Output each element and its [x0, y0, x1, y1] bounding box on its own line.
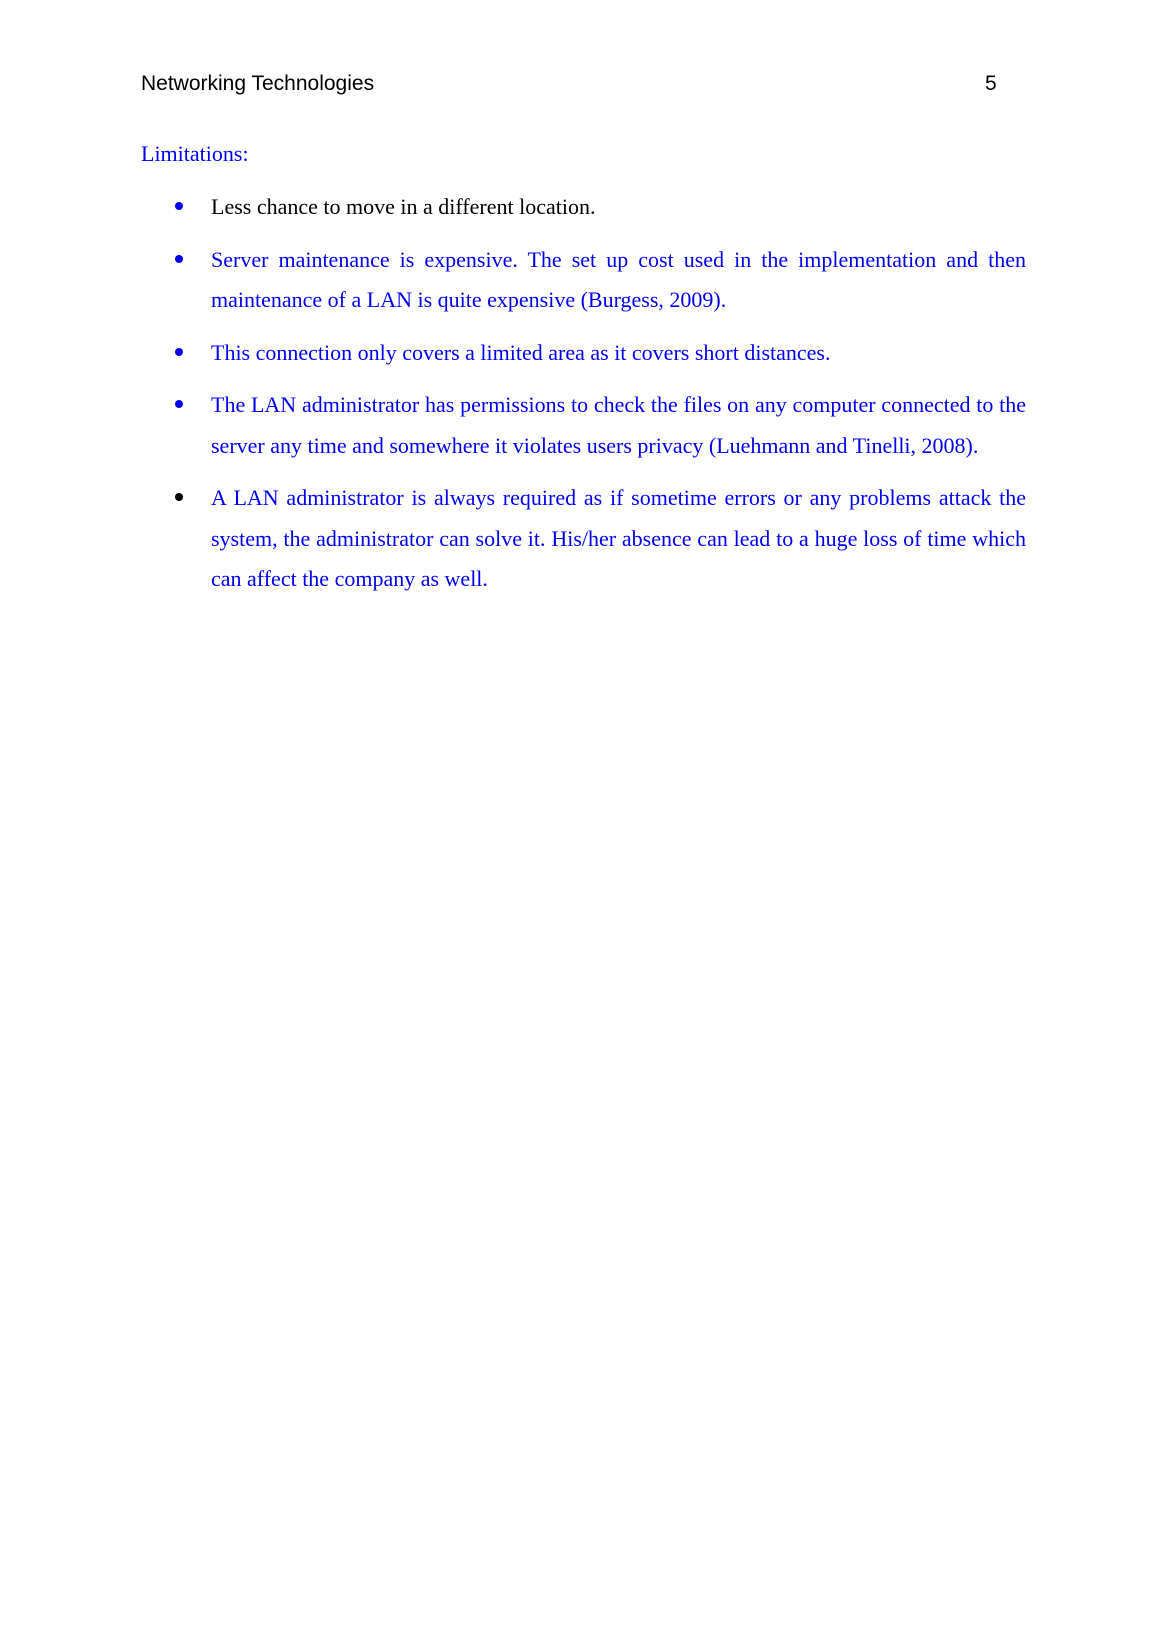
- page-number: 5: [985, 72, 997, 95]
- bullet-icon: [175, 202, 183, 210]
- list-item-text: The LAN administrator has permissions to check the files on any computer connected to the server any time and somewhere it violates users privacy (Luehmann and Tinelli, 2008).: [211, 392, 1026, 458]
- list-item: [141, 187, 1026, 228]
- list-item: [141, 333, 1026, 374]
- list-item-text: A LAN administrator is always required as if sometime errors or any problems attack the system, the administrator can solve it. His/her absence can lead to a huge loss of time which can affect the company as well.: [211, 485, 1026, 591]
- list-item-text: Server maintenance is expensive. The set up cost used in the implementation and then maintenance of a LAN is quite expensive (Burgess, 2009).: [211, 246, 1026, 312]
- list-item: [141, 385, 1026, 466]
- list-item: [141, 240, 1026, 321]
- section-heading: Limitations:: [141, 141, 249, 166]
- bullet-icon: [175, 400, 183, 408]
- bullet-icon: [175, 493, 183, 501]
- running-header-title: Networking Technologies: [141, 72, 375, 95]
- limitations-list: [141, 187, 1026, 612]
- list-item-text: Less chance to move in a different location.: [211, 194, 596, 219]
- bullet-icon: [175, 255, 183, 263]
- list-item-text: This connection only covers a limited area as it covers short distances.: [211, 339, 831, 365]
- list-item: [141, 478, 1026, 600]
- bullet-icon: [175, 348, 183, 356]
